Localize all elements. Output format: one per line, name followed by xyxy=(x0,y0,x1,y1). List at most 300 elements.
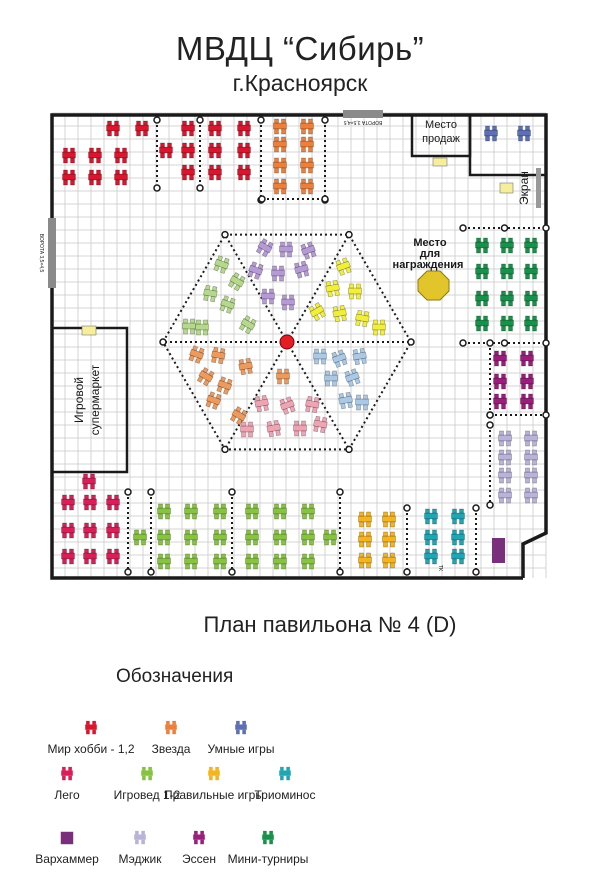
table-chair xyxy=(286,397,291,402)
table-top xyxy=(301,123,314,129)
table-top xyxy=(383,557,396,563)
table-chair xyxy=(166,540,170,545)
table-chair xyxy=(285,379,289,384)
table-chair xyxy=(502,326,506,331)
table-chair xyxy=(115,505,119,510)
table-chair xyxy=(509,291,513,295)
table-chair xyxy=(367,542,371,547)
warhammer-table xyxy=(492,538,505,563)
table-chair xyxy=(281,252,285,257)
table-chair xyxy=(282,189,286,194)
table-chair xyxy=(282,564,286,569)
table-chair xyxy=(484,291,488,295)
table-chair xyxy=(310,504,314,508)
table-top xyxy=(115,152,128,158)
table-chair xyxy=(63,505,67,510)
table-chair xyxy=(353,349,358,354)
table-chair xyxy=(239,153,243,158)
rope-post xyxy=(543,340,549,346)
table-top xyxy=(182,147,195,153)
swatch-shape xyxy=(236,721,240,725)
table-chair xyxy=(322,417,327,422)
plan-label: супермаркет xyxy=(88,364,102,436)
table-chair xyxy=(282,179,286,183)
table-chair xyxy=(218,358,223,364)
table-chair xyxy=(495,384,499,389)
swatch-shape xyxy=(68,776,72,780)
table-chair xyxy=(340,305,345,310)
table-chair xyxy=(426,559,430,564)
table-chair xyxy=(322,359,326,364)
plan-label: Место xyxy=(413,237,447,249)
table-chair xyxy=(290,295,294,299)
table-chair xyxy=(213,347,218,352)
table-chair xyxy=(533,450,537,454)
table-chair xyxy=(230,298,235,303)
table-top xyxy=(277,373,290,379)
swatch-shape xyxy=(242,721,246,725)
table-chair xyxy=(224,296,229,301)
table-top xyxy=(274,558,287,564)
table-top xyxy=(272,270,285,276)
table-chair xyxy=(509,248,513,253)
table-top xyxy=(84,527,97,533)
swatch-shape xyxy=(208,770,220,775)
table-chair xyxy=(356,320,361,326)
table-chair xyxy=(460,540,464,545)
table-chair xyxy=(350,294,354,299)
table-chair xyxy=(351,369,356,374)
table-chair xyxy=(426,519,430,524)
swatch-shape xyxy=(86,730,90,734)
table-chair xyxy=(246,153,250,158)
rope-post xyxy=(473,505,479,511)
swatch-shape xyxy=(269,840,273,844)
table-chair xyxy=(183,165,187,169)
table-chair xyxy=(502,394,506,398)
table-chair xyxy=(533,498,537,503)
table-chair xyxy=(526,248,530,253)
table-chair xyxy=(85,549,89,553)
table-chair xyxy=(362,358,367,364)
screen-desk xyxy=(500,183,513,193)
table-chair xyxy=(249,432,253,437)
table-chair xyxy=(302,119,306,123)
table-chair xyxy=(282,504,286,508)
table-chair xyxy=(137,121,141,125)
rope-post xyxy=(543,412,549,418)
table-chair xyxy=(210,296,215,302)
legend-label: Триоминос xyxy=(254,788,316,802)
table-top xyxy=(89,152,102,158)
rope-post xyxy=(154,117,160,123)
table-chair xyxy=(384,563,388,568)
table-chair xyxy=(64,180,68,185)
table-chair xyxy=(426,530,430,534)
table-top xyxy=(383,516,396,522)
table-chair xyxy=(166,514,170,519)
table-top xyxy=(525,435,538,441)
rope-post xyxy=(222,446,228,452)
table-chair xyxy=(507,498,511,503)
rope-post xyxy=(404,505,410,511)
table-chair xyxy=(362,321,367,327)
table-top xyxy=(160,147,173,153)
table-chair xyxy=(303,540,307,545)
table-chair xyxy=(526,488,530,492)
table-icon xyxy=(205,766,223,782)
table-chair xyxy=(116,170,120,174)
table-chair xyxy=(282,119,286,123)
legend-item xyxy=(186,720,296,757)
table-chair xyxy=(84,474,88,478)
table-chair xyxy=(193,564,197,569)
table-chair xyxy=(310,564,314,569)
table-chair xyxy=(320,427,325,433)
table-chair xyxy=(183,131,187,136)
table-chair xyxy=(360,532,364,536)
table-chair xyxy=(426,549,430,553)
table-chair xyxy=(314,397,319,402)
table-chair xyxy=(533,478,537,483)
table-chair xyxy=(212,286,217,291)
table-chair xyxy=(315,359,319,364)
legend-title: Обозначения xyxy=(116,666,234,687)
table-chair xyxy=(453,540,457,545)
table-chair xyxy=(71,148,75,152)
table-chair xyxy=(70,495,74,499)
table-chair xyxy=(502,351,506,355)
table-chair xyxy=(92,533,96,538)
table-chair xyxy=(97,148,101,152)
table-chair xyxy=(526,274,530,279)
table-chair xyxy=(486,126,490,130)
table-chair xyxy=(97,158,101,163)
table-chair xyxy=(342,315,347,321)
table-chair xyxy=(502,374,506,378)
table-chair xyxy=(391,553,395,557)
table-top xyxy=(183,323,196,329)
swatch-shape xyxy=(172,721,176,725)
table-chair xyxy=(70,505,74,510)
table-chair xyxy=(159,504,163,508)
table-chair xyxy=(529,361,533,366)
swatch-shape xyxy=(262,834,274,839)
table-chair xyxy=(477,248,481,253)
table-top xyxy=(282,299,295,305)
table-chair xyxy=(137,131,141,136)
table-chair xyxy=(159,564,163,569)
table-top xyxy=(349,288,362,294)
table-chair xyxy=(507,460,511,465)
table-chair xyxy=(302,137,306,141)
table-top xyxy=(246,558,259,564)
table-top xyxy=(359,536,372,542)
table-top xyxy=(302,534,315,540)
table-chair xyxy=(307,396,312,401)
table-chair xyxy=(282,137,286,141)
table-chair xyxy=(526,468,530,472)
table-top xyxy=(324,534,337,540)
table-top xyxy=(136,125,149,131)
table-chair xyxy=(246,358,251,363)
rope-post xyxy=(229,569,235,575)
table-chair xyxy=(309,119,313,123)
table-chair xyxy=(142,530,146,534)
table-chair xyxy=(275,168,279,173)
swatch-shape xyxy=(280,767,284,771)
table-chair xyxy=(360,348,365,353)
table-chair xyxy=(303,554,307,558)
table-chair xyxy=(247,554,251,558)
rope-post xyxy=(160,339,166,345)
table-chair xyxy=(70,523,74,527)
table-chair xyxy=(257,406,262,412)
rope-post xyxy=(408,339,414,345)
table-chair xyxy=(533,488,537,492)
table-chair xyxy=(333,280,338,285)
table-top xyxy=(501,242,514,248)
table-chair xyxy=(310,530,314,534)
table-top xyxy=(301,141,314,147)
table-chair xyxy=(275,530,279,534)
table-chair xyxy=(242,432,246,437)
table-chair xyxy=(159,540,163,545)
table-chair xyxy=(275,564,279,569)
rope-post xyxy=(460,225,466,231)
table-chair xyxy=(193,530,197,534)
table-chair xyxy=(63,559,67,564)
legend-label: Эссен xyxy=(182,852,216,866)
table-chair xyxy=(533,468,537,472)
table-top xyxy=(83,478,96,484)
table-chair xyxy=(502,404,506,409)
table-chair xyxy=(190,153,194,158)
table-chair xyxy=(309,179,313,183)
legend-item xyxy=(213,830,323,867)
rope-post xyxy=(346,446,352,452)
table-chair xyxy=(227,379,232,384)
table-chair xyxy=(302,168,306,173)
table-top xyxy=(185,508,198,514)
table-top xyxy=(499,492,512,498)
table-top xyxy=(185,534,198,540)
table-chair xyxy=(204,295,209,301)
table-top xyxy=(501,268,514,274)
table-chair xyxy=(493,126,497,130)
table-top xyxy=(107,125,120,131)
table-chair xyxy=(241,369,246,375)
table-chair xyxy=(335,316,340,322)
table-chair xyxy=(302,129,306,134)
table-top xyxy=(425,513,438,519)
table-chair xyxy=(222,514,226,519)
table-chair xyxy=(275,179,279,183)
table-top xyxy=(383,536,396,542)
table-chair xyxy=(71,170,75,174)
plan-label: ВОРОТА 3,5×4,5 xyxy=(38,233,44,273)
table-chair xyxy=(526,126,530,130)
table-chair xyxy=(275,158,279,162)
table-chair xyxy=(275,504,279,508)
table-chair xyxy=(246,121,250,125)
table-chair xyxy=(186,554,190,558)
table-chair xyxy=(342,258,347,263)
table-chair xyxy=(215,554,219,558)
rope-post xyxy=(543,225,549,231)
table-chair xyxy=(186,530,190,534)
table-top xyxy=(84,553,97,559)
table-chair xyxy=(322,349,326,353)
table-chair xyxy=(529,394,533,398)
table-top xyxy=(158,508,171,514)
table-chair xyxy=(116,180,120,185)
table-chair xyxy=(190,143,194,147)
table-chair xyxy=(533,326,537,331)
table-top xyxy=(452,553,465,559)
table-top xyxy=(62,527,75,533)
table-top xyxy=(134,534,147,540)
table-chair xyxy=(384,512,388,516)
table-top xyxy=(476,268,489,274)
table-chair xyxy=(108,559,112,564)
table-chair xyxy=(239,143,243,147)
table-chair xyxy=(220,348,225,353)
table-chair xyxy=(307,242,312,247)
table-chair xyxy=(367,522,371,527)
table-chair xyxy=(254,514,258,519)
table-chair xyxy=(507,488,511,492)
table-chair xyxy=(204,320,208,324)
table-top xyxy=(107,499,120,505)
table-chair xyxy=(325,540,329,545)
table-chair xyxy=(355,359,360,365)
table-chair xyxy=(526,460,530,465)
table-chair xyxy=(333,371,337,375)
table-chair xyxy=(168,153,172,158)
table-top xyxy=(494,355,507,361)
table-chair xyxy=(283,305,287,310)
table-chair xyxy=(193,554,197,558)
table-chair xyxy=(64,148,68,152)
table-chair xyxy=(108,121,112,125)
table-chair xyxy=(108,549,112,553)
swatch-shape xyxy=(242,730,246,734)
table-top xyxy=(521,378,534,384)
plan-label: продаж xyxy=(422,133,460,145)
table-chair xyxy=(495,361,499,366)
table-icon xyxy=(276,766,294,782)
table-chair xyxy=(280,399,285,404)
table-chair xyxy=(502,384,506,389)
swatch-shape xyxy=(135,831,139,835)
table-top xyxy=(246,508,259,514)
table-top xyxy=(302,508,315,514)
table-top xyxy=(499,472,512,478)
table-top xyxy=(499,454,512,460)
table-chair xyxy=(500,431,504,435)
table-top xyxy=(274,534,287,540)
swatch-shape xyxy=(166,721,170,725)
table-chair xyxy=(217,143,221,147)
table-chair xyxy=(486,136,490,141)
swatch-shape xyxy=(215,776,219,780)
table-icon xyxy=(190,830,208,846)
table-chair xyxy=(115,533,119,538)
table-chair xyxy=(500,441,504,446)
table-top xyxy=(115,174,128,180)
legend-label: Игровед 1-2 xyxy=(113,788,181,802)
table-chair xyxy=(460,530,464,534)
table-chair xyxy=(391,512,395,516)
table-chair xyxy=(460,559,464,564)
rope-post xyxy=(404,569,410,575)
table-chair xyxy=(190,175,194,180)
table-chair xyxy=(159,514,163,519)
table-chair xyxy=(123,180,127,185)
table-chair xyxy=(282,514,286,519)
table-chair xyxy=(166,530,170,534)
table-chair xyxy=(295,421,299,425)
table-top xyxy=(501,295,514,301)
table-chair xyxy=(502,316,506,320)
table-chair xyxy=(282,147,286,152)
table-chair xyxy=(433,530,437,534)
supermarket-desk xyxy=(82,326,96,335)
table-chair xyxy=(391,563,395,568)
table-top xyxy=(525,492,538,498)
table-chair xyxy=(108,523,112,527)
table-chair xyxy=(239,165,243,169)
table-top xyxy=(214,534,227,540)
table-chair xyxy=(247,514,251,519)
table-chair xyxy=(453,519,457,524)
table-chair xyxy=(325,530,329,534)
table-chair xyxy=(301,261,306,266)
table-chair xyxy=(529,384,533,389)
table-chair xyxy=(283,295,287,299)
table-chair xyxy=(526,301,530,306)
table-chair xyxy=(348,402,353,408)
table-chair xyxy=(384,542,388,547)
table-top xyxy=(521,398,534,404)
table-top xyxy=(501,320,514,326)
table-chair xyxy=(328,291,333,297)
table-chair xyxy=(374,330,378,335)
table-chair xyxy=(357,284,361,288)
table-chair xyxy=(247,564,251,569)
legend-label: Мэджик xyxy=(118,852,162,866)
legend-label: Умные игры xyxy=(207,742,275,756)
table-chair xyxy=(97,170,101,174)
table-top xyxy=(494,378,507,384)
table-chair xyxy=(333,381,337,386)
table-chair xyxy=(246,143,250,147)
table-chair xyxy=(493,136,497,141)
table-chair xyxy=(500,468,504,472)
table-chair xyxy=(249,422,253,426)
rope-post xyxy=(148,569,154,575)
table-chair xyxy=(222,564,226,569)
table-chair xyxy=(246,175,250,180)
table-chair xyxy=(254,540,258,545)
table-chair xyxy=(302,431,306,436)
table-chair xyxy=(314,426,319,432)
table-top xyxy=(476,242,489,248)
rope-post xyxy=(337,569,343,575)
table-top xyxy=(209,147,222,153)
table-top xyxy=(476,320,489,326)
